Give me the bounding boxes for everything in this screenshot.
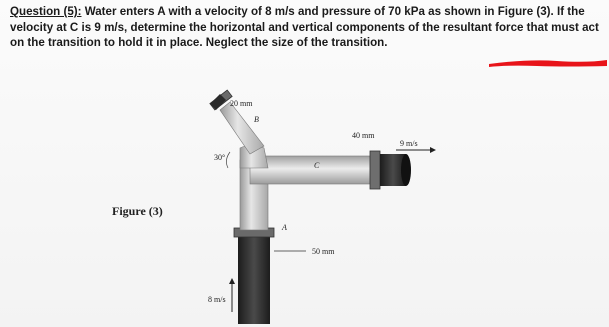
point-c-label: C bbox=[314, 161, 320, 170]
point-a-label: A bbox=[282, 223, 287, 232]
point-b-label: B bbox=[254, 115, 259, 124]
question-block bbox=[10, 4, 600, 51]
flange-c bbox=[370, 151, 380, 189]
dim-20mm-label: 20 mm bbox=[230, 99, 253, 108]
red-highlight-mark bbox=[487, 57, 609, 69]
pipe-transition-figure bbox=[190, 88, 450, 324]
velocity-c-label: 9 m/s bbox=[400, 139, 418, 148]
dim-40mm-label: 40 mm bbox=[352, 131, 375, 140]
question-label: Question (5): bbox=[10, 5, 82, 18]
question-text: Water enters A with a velocity of 8 m/s and pressure of 70 kPa as shown in Figure (3). If the velocity at C is 9 m/s, determine the horizontal and vertical components of the resultant force that must act on the transition to hold it in place. Neglect the size of the transition. bbox=[10, 5, 599, 50]
horizontal-body bbox=[250, 156, 370, 184]
dim-50mm-label: 50 mm bbox=[312, 247, 335, 256]
velocity-a-label: 8 m/s bbox=[208, 295, 226, 304]
angle-30-label: 30° bbox=[214, 153, 226, 162]
figure-caption: Figure (3) bbox=[112, 204, 163, 218]
inlet-pipe-a bbox=[238, 234, 270, 324]
branch-pipe-b bbox=[220, 102, 264, 154]
